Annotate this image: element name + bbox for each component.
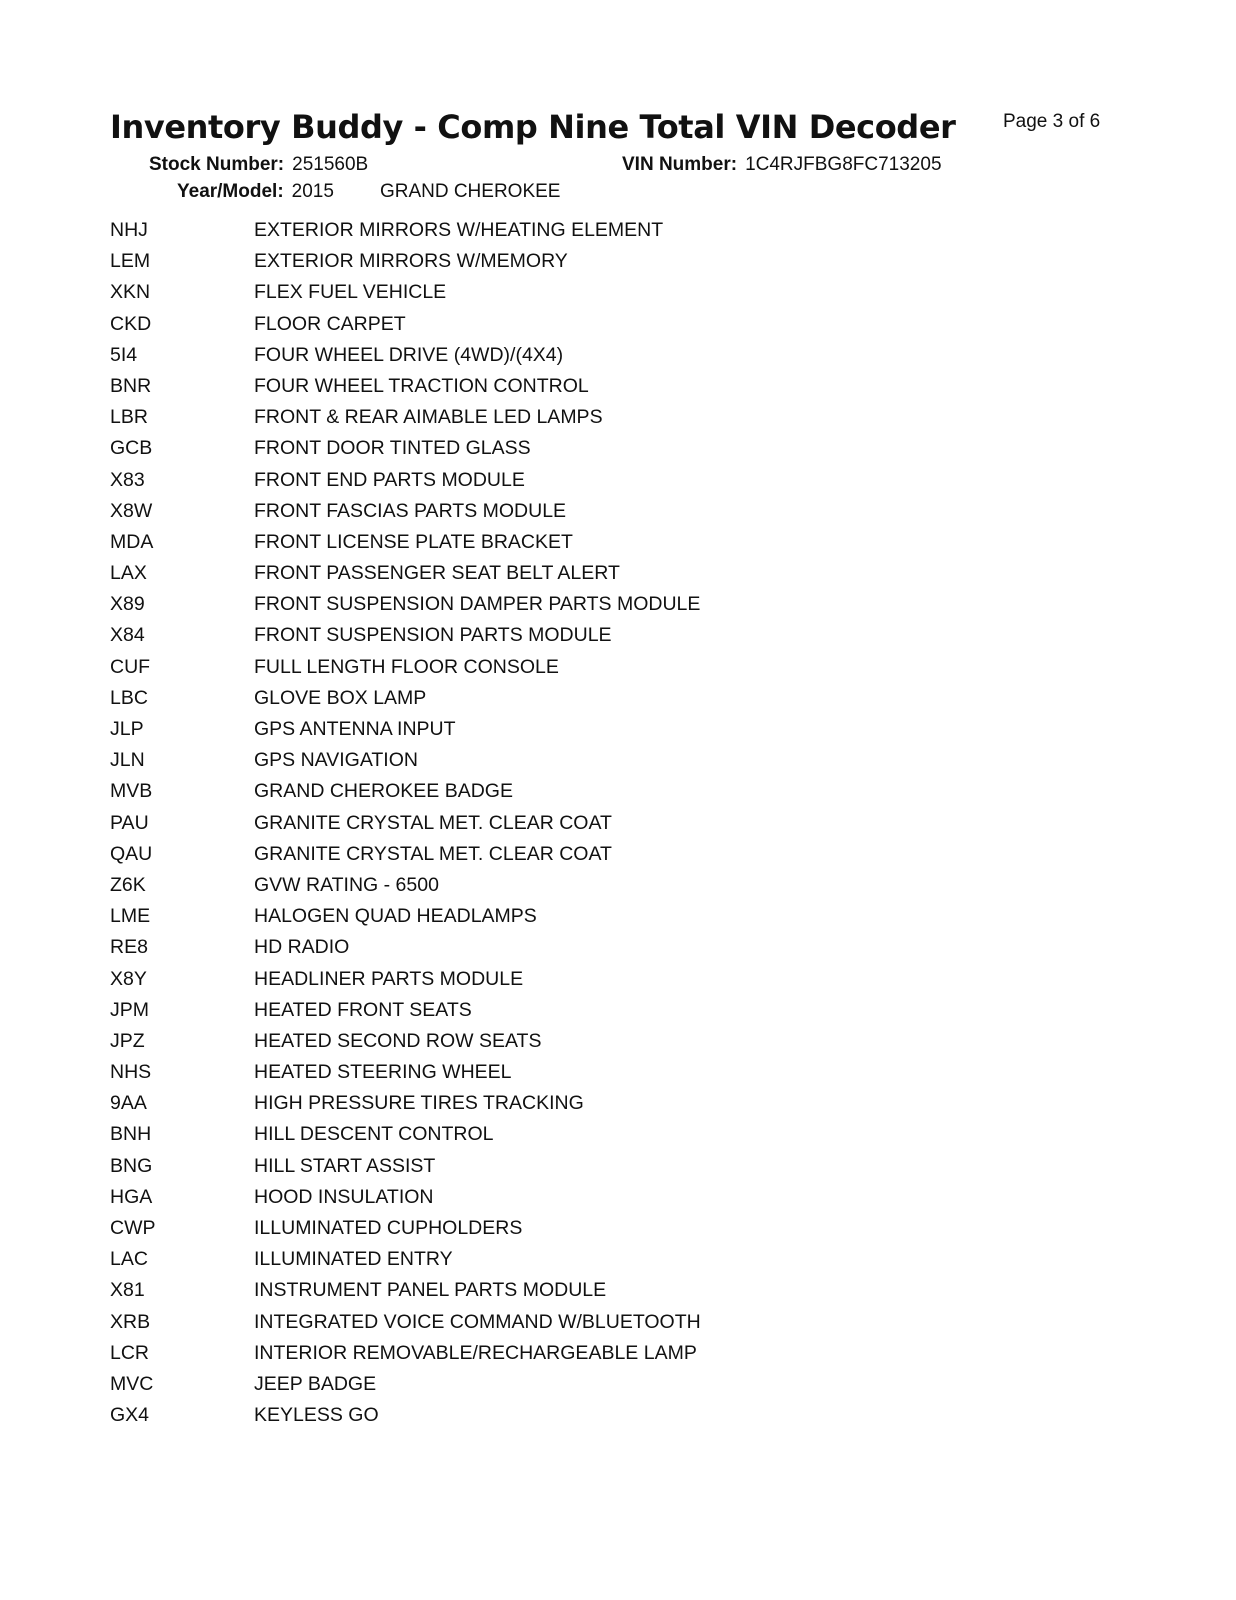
option-row [110,280,1010,311]
option-code: X83 [110,468,145,491]
option-code: RE8 [110,936,148,959]
option-row [110,468,1010,499]
option-description: FRONT END PARTS MODULE [254,468,525,491]
option-description: INSTRUMENT PANEL PARTS MODULE [254,1279,607,1302]
option-description: GLOVE BOX LAMP [254,686,427,709]
option-row [110,842,1010,873]
option-description: HEATED FRONT SEATS [254,998,472,1021]
option-code: XRB [110,1310,151,1333]
option-code: X84 [110,624,145,647]
option-row [110,1278,1010,1309]
option-row [110,1372,1010,1403]
option-description: FULL LENGTH FLOOR CONSOLE [254,655,559,678]
option-row [110,779,1010,810]
model-value: GRAND CHEROKEE [379,181,561,202]
option-row [110,530,1010,561]
option-code: JPZ [110,1029,145,1052]
option-description: HALOGEN QUAD HEADLAMPS [254,905,537,928]
option-row [110,1122,1010,1153]
vin-number-label: VIN Number: [622,154,738,175]
option-row [110,436,1010,467]
option-description: GRANITE CRYSTAL MET. CLEAR COAT [254,842,612,865]
option-description: GRAND CHEROKEE BADGE [254,780,513,803]
option-description: FRONT FASCIAS PARTS MODULE [254,499,567,522]
option-description: ILLUMINATED CUPHOLDERS [254,1217,523,1239]
option-code: 5I4 [110,343,138,366]
option-code: LAX [110,562,147,585]
option-code: X89 [110,593,145,616]
option-description: ILLUMINATED ENTRY [254,1248,453,1271]
stock-number-value: 251560B [292,154,369,175]
option-row [110,748,1010,779]
option-row [110,623,1010,654]
year-model-label: Year/Model: [177,181,284,202]
option-code: LAC [110,1248,148,1271]
option-description: FLEX FUEL VEHICLE [254,281,447,304]
option-description: JEEP BADGE [254,1372,377,1395]
option-row [110,343,1010,374]
option-row [110,1060,1010,1091]
option-row [110,811,1010,842]
option-row [110,1341,1010,1372]
option-row [110,312,1010,343]
option-description: FRONT SUSPENSION DAMPER PARTS MODULE [254,593,701,616]
vin-number-row [622,154,942,176]
option-code: BNR [110,374,152,397]
option-description: INTEGRATED VOICE COMMAND W/BLUETOOTH [254,1310,701,1333]
option-row [110,1216,1010,1247]
option-description: HEADLINER PARTS MODULE [254,967,524,990]
option-description: FRONT DOOR TINTED GLASS [254,437,531,460]
option-code: LBC [110,686,148,709]
option-row [110,374,1010,405]
option-code: CWP [110,1217,156,1239]
option-code: X81 [110,1279,145,1302]
option-code: GCB [110,437,153,460]
option-row [110,655,1010,686]
option-code: LEM [110,250,151,273]
option-code: NHJ [110,219,148,241]
option-row [110,1185,1010,1216]
option-code: LME [110,905,151,928]
option-code: BNH [110,1123,152,1146]
option-description: HIGH PRESSURE TIRES TRACKING [254,1092,584,1115]
option-row [110,967,1010,998]
option-code: JLN [110,749,145,772]
option-description: EXTERIOR MIRRORS W/MEMORY [254,250,568,273]
option-row [110,561,1010,592]
option-description: KEYLESS GO [254,1404,379,1427]
option-row [110,904,1010,935]
option-description: HEATED SECOND ROW SEATS [254,1029,542,1052]
option-code: CKD [110,312,152,335]
option-description: INTERIOR REMOVABLE/RECHARGEABLE LAMP [254,1341,697,1364]
option-code: MDA [110,530,154,553]
stock-number-row [149,154,368,176]
option-code: NHS [110,1061,152,1084]
option-code: PAU [110,811,149,834]
option-code: X8W [110,499,153,522]
option-description: HOOD INSULATION [254,1185,434,1208]
option-description: FOUR WHEEL DRIVE (4WD)/(4X4) [254,343,564,366]
option-description: EXTERIOR MIRRORS W/HEATING ELEMENT [254,219,664,241]
options-list [110,218,1010,1434]
option-row [110,1154,1010,1185]
option-description: GPS NAVIGATION [254,749,418,772]
option-code: QAU [110,842,153,865]
option-row [110,218,1010,249]
option-row [110,935,1010,966]
option-description: GPS ANTENNA INPUT [254,718,456,740]
option-code: MVC [110,1372,154,1395]
option-description: HD RADIO [254,936,350,959]
year-value: 2015 [291,181,334,202]
option-description: HILL START ASSIST [254,1154,436,1177]
option-code: JPM [110,998,149,1021]
option-code: MVB [110,780,153,803]
option-description: HEATED STEERING WHEEL [254,1061,512,1084]
option-row [110,1091,1010,1122]
option-description: FRONT LICENSE PLATE BRACKET [254,530,573,553]
option-row [110,686,1010,717]
option-description: FOUR WHEEL TRACTION CONTROL [254,374,589,397]
option-description: FRONT SUSPENSION PARTS MODULE [254,624,612,647]
option-code: Z6K [110,873,146,896]
option-code: BNG [110,1154,153,1177]
option-row [110,499,1010,530]
option-code: CUF [110,655,151,678]
option-code: 9AA [110,1092,147,1115]
option-row [110,1403,1010,1434]
option-row [110,717,1010,748]
option-code: XKN [110,281,151,304]
option-code: LBR [110,406,148,429]
page-title: Inventory Buddy - Comp Nine Total VIN Decoder [110,108,956,146]
option-description: FRONT PASSENGER SEAT BELT ALERT [254,562,620,585]
option-code: LCR [110,1341,150,1364]
option-row [110,1029,1010,1060]
vin-number-value: 1C4RJFBG8FC713205 [745,154,942,175]
page-number: Page 3 of 6 [1003,111,1101,132]
option-code: GX4 [110,1404,150,1427]
option-row [110,873,1010,904]
option-row [110,405,1010,436]
option-description: GVW RATING - 6500 [254,873,439,896]
option-code: HGA [110,1185,153,1208]
option-row [110,1247,1010,1278]
option-row [110,998,1010,1029]
option-description: HILL DESCENT CONTROL [254,1123,494,1146]
option-description: FRONT & REAR AIMABLE LED LAMPS [254,406,603,429]
option-row [110,592,1010,623]
stock-number-label: Stock Number: [149,154,285,175]
option-row [110,1310,1010,1341]
option-description: GRANITE CRYSTAL MET. CLEAR COAT [254,811,612,834]
option-code: X8Y [110,967,147,990]
option-row [110,249,1010,280]
year-model-row [177,181,560,203]
option-description: FLOOR CARPET [254,312,406,335]
option-code: JLP [110,718,144,740]
